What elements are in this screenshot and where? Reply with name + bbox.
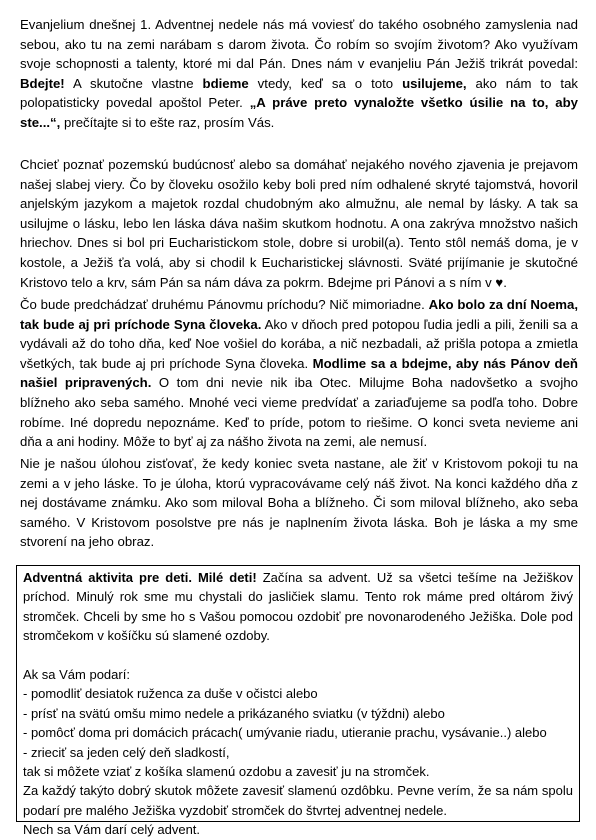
text-run: Ako v dňoch pred potopou ľudia jedli a pili, ženili sa a vydávali až do toho dňa, keď Noe vošiel do korába, a nič nezbadali, až prišla potopa a zmietla všetkých, tak bude aj pri príchode Syna človeka. (20, 316, 578, 371)
paragraph-love (20, 454, 578, 552)
bold-text: usilujeme, (402, 75, 467, 91)
activity-line: Ak sa Vám podarí: (23, 667, 130, 683)
bold-text: Ako bolo za dní Noema, tak bude aj pri príchode Syna človeka. (20, 297, 578, 332)
activity-line: - pomôcť doma pri domácich prácach( umývanie riadu, utieranie prachu, vysávanie..) alebo (23, 725, 547, 741)
text-run: vtedy, keď sa o toto (248, 75, 403, 91)
activity-line: - zrieciť sa jeden celý deň sladkostí, (23, 744, 230, 760)
text-run: Čo bude predchádzať druhému Pánovmu príchodu? Nič mimoriadne. (20, 297, 429, 312)
text-run: Začína sa advent. Už sa všetci tešíme na Ježiškov príchod. Minulý rok sme mu chystali do jasličiek slamu. Tento rok máme pred oltárom živý stromček. Chceli by sme ho s Vašou pomocou ozdobiť pre novonarodeného Ježiška. Dole pod stromčekom v košíčku sú slamené ozdoby. (23, 570, 573, 644)
text-run: Chcieť poznať pozemskú budúcnosť alebo sa domáhať nejakého nového zjavenia je prejavom našej slabej viery. Čo by človeku osožilo keby boli pred ním odhalené skryté tajomstvá, hovoril anjelským jazykom a majetok rozdal chudobným ako almužnu, ale nemal by lásky. A tak sa usilujme o lásku, lebo len láska dáva našim skutkom hodnotu. A ona zakrýva množstvo našich hriechov. Dnes si bol pri Eucharistickom stole, dobre si urobil(a). Tento stôl nemáš doma, je v kostole, a Ježiš ťa volá, aby si chodil k Eucharistickej slávnosti. Sväté prijímanie je skutočné Kristovo telo a krv, sám Pán sa nám dáva za pokrm. Bdejme pri Pánovi a s ním v ♥. (20, 157, 578, 290)
text-run: A skutočne vlastne (64, 75, 203, 91)
paragraph-second-coming (20, 295, 578, 452)
advent-activity-box (16, 565, 580, 838)
spacer (23, 646, 573, 665)
paragraph-future (20, 155, 578, 292)
activity-closing: Za každý takýto dobrý skutok môžete zavesiť slamenú ozdôbku. Pevne verím, že sa nám spolu podarí pre malého Ježiška vyzdobiť stromček do štvrtej adventnej nedele. (23, 783, 573, 818)
activity-intro (23, 568, 573, 646)
text-run: Nie je našou úlohou zisťovať, že kedy koniec sveta nastane, ale žiť v Kristovom pokoji tu na zemi a v jeho láske. To je úloha, ktorú vypracovávame celý náš život. Na konci každého dňa z nej dostávame známku. Ako som miloval Boha a blížneho. Či som miloval blížneho, ako seba samého. V Kristovom posolstve pre nás je naplnením života láska. Boh je láska a my sme stvorení na jeho obraz. (20, 456, 578, 550)
text-run: O tom dni nevie nik iba Otec. Milujme Boha nadovšetko a svojho blížneho ako seba samého. Mnohé veci vieme predvídať a zariaďujeme sa podľa toho. Dobre robíme. Iné dopredu nepoznáme. Keď to príde, potom to riešime. O konci sveta nevieme ani dňa a ani hodiny. Môže to byť aj za nášho života na zemi, ale nemusí. (20, 375, 578, 450)
bold-text: Adventná aktivita pre deti. Milé deti! (23, 570, 257, 585)
activity-line: - pomodliť desiatok ruženca za duše v očistci alebo (23, 686, 318, 702)
bold-text: Modlime sa a bdejme, aby nás Pánov deň našiel pripravených. (20, 355, 578, 391)
activity-line: - prísť na svätú omšu mimo nedele a prikázaného sviatku (v týždni) alebo (23, 705, 445, 721)
text-run: ako nám to tak polopatisticky povedal apoštol Peter. (20, 75, 578, 111)
activity-line: tak si môžete vziať z košíka slamenú ozdobu a zavesiť ju na stromček. (23, 764, 430, 780)
text-run: Evanjelium dnešnej 1. Adventnej nedele nás má voviesť do takého osobného zamyslenia nad sebou, ako tu na zemi narábam s darom života. Čo robím so svojím životom? Ako využívam svoje schopnosti a talenty, ktoré mi dal Pán. Dnes nám v evanjeliu Pán Ježiš trikrát povedal: (20, 17, 578, 72)
bold-text: bdieme (202, 75, 249, 91)
paragraph-evangelium (20, 15, 578, 133)
activity-final: Nech sa Vám darí celý advent. (23, 822, 201, 838)
bold-text: Bdejte! (20, 75, 65, 91)
text-run: prečítajte si to ešte raz, prosím Vás. (60, 114, 275, 130)
bold-text: „A práve preto vynaložte všetko úsilie na to, aby ste...“, (20, 95, 578, 130)
